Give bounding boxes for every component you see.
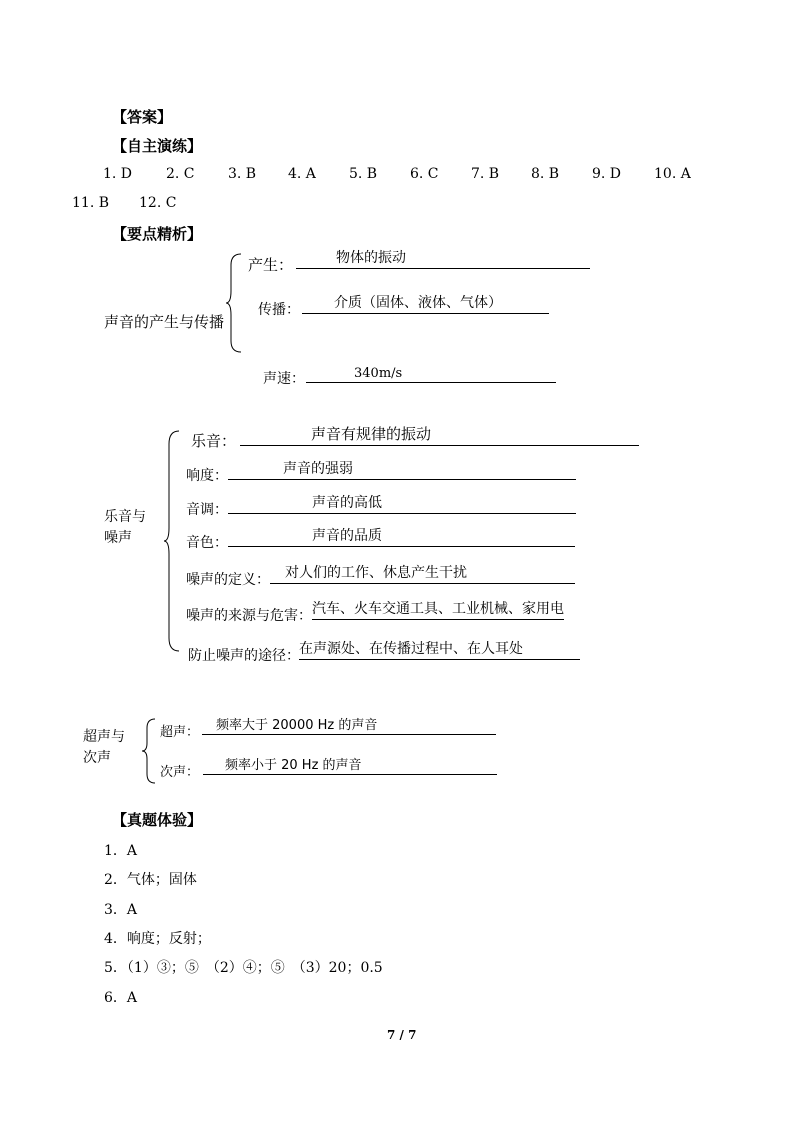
answer-item: 8. B [531, 166, 560, 182]
answer-item: 7. B [471, 166, 500, 182]
propagation-label: 传播： [258, 302, 300, 318]
section3-topic-line1: 超声与 [83, 729, 125, 745]
ultra-value: 频率大于 20000 Hz 的声音 [216, 718, 378, 733]
loudness-value-line [228, 463, 576, 480]
pitch-value: 声音的高低 [312, 495, 382, 511]
propagation-value: 介质（固体、液体、气体） [334, 295, 502, 311]
noise-def-value-line [270, 567, 575, 584]
answer-item: 6. C [410, 166, 439, 182]
speed-value-line [306, 366, 556, 383]
list-item: 1．A [104, 843, 138, 859]
noise-src-label: 噪声的来源与危害： [186, 608, 312, 624]
production-value: 物体的振动 [336, 250, 406, 266]
list-item: 2．气体；固体 [104, 872, 197, 888]
answer-item: 1. D [103, 166, 133, 182]
brace-icon [142, 718, 156, 784]
practice-header: 【自主演练】 [112, 137, 203, 155]
brace-icon [164, 430, 180, 652]
speed-label: 声速： [263, 371, 305, 387]
list-item: 3．A [104, 902, 138, 918]
section2-topic-line1: 乐音与 [104, 509, 146, 525]
infra-value-line [203, 758, 497, 775]
answer-item: 10. A [654, 166, 691, 182]
infra-label: 次声： [160, 765, 200, 780]
key-points-header: 【要点精析】 [112, 225, 203, 243]
list-item: 6．A [104, 990, 138, 1006]
production-label: 产生： [248, 256, 294, 274]
answer-item: 5. B [349, 166, 378, 182]
section3-topic-line2: 次声 [83, 750, 111, 766]
noise-prev-value-line [299, 643, 580, 660]
answer-item: 12. C [139, 195, 177, 211]
noise-prev-label: 防止噪声的途径： [188, 648, 300, 664]
ultra-label: 超声： [160, 725, 200, 740]
loudness-label: 响度： [186, 468, 228, 484]
loudness-value: 声音的强弱 [283, 461, 353, 477]
musical-label: 乐音： [191, 432, 237, 450]
pitch-label: 音调： [186, 502, 228, 518]
section2-topic-line2: 噪声 [104, 530, 132, 546]
list-item: 5．（1）③；⑤ （2）④；⑤ （3）20；0.5 [104, 960, 383, 976]
speed-value: 340m/s [354, 366, 403, 381]
timbre-label: 音色： [186, 535, 228, 551]
musical-value: 声音有规律的振动 [311, 425, 432, 443]
noise-src-value: 汽车、火车交通工具、工业机械、家用电 [312, 601, 564, 617]
list-item: 4．响度；反射； [104, 931, 211, 947]
noise-def-value: 对人们的工作、休息产生干扰 [285, 565, 467, 581]
infra-value: 频率小于 20 Hz 的声音 [225, 758, 362, 773]
ultra-value-line [202, 718, 496, 735]
answer-header: 【答案】 [112, 108, 173, 126]
timbre-value: 声音的品质 [312, 528, 382, 544]
answer-item: 4. A [288, 166, 316, 182]
section1-topic: 声音的产生与传播 [104, 313, 225, 331]
timbre-value-line [228, 530, 575, 547]
musical-value-line [240, 425, 639, 446]
noise-src-value-line [312, 603, 564, 620]
pitch-value-line [228, 497, 576, 514]
brace-icon [226, 253, 242, 353]
production-value-line [296, 252, 590, 269]
answer-item: 11. B [72, 195, 110, 211]
real-exam-header: 【真题体验】 [112, 811, 203, 829]
page-number: 7 / 7 [387, 1028, 417, 1042]
answer-item: 9. D [592, 166, 622, 182]
propagation-value-line [302, 297, 549, 314]
answer-item: 2. C [166, 166, 195, 182]
answer-item: 3. B [228, 166, 257, 182]
noise-prev-value: 在声源处、在传播过程中、在人耳处 [299, 641, 523, 657]
noise-def-label: 噪声的定义： [186, 572, 270, 588]
